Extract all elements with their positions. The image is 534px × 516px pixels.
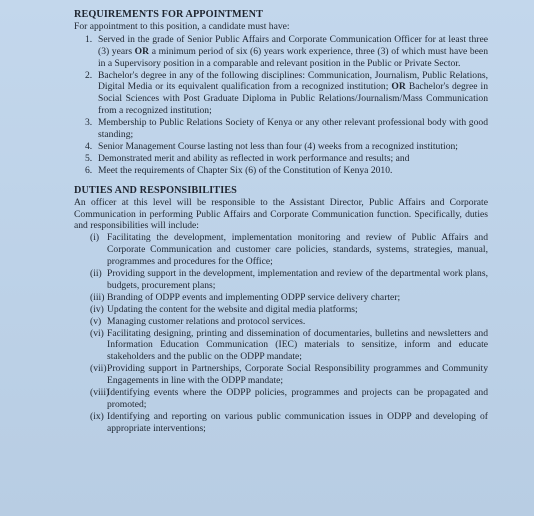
duty-number: (i)	[90, 232, 100, 244]
duty-item	[74, 411, 488, 435]
duty-item	[74, 232, 488, 268]
duty-text: Identifying and reporting on various public communication issues in ODPP and developing of appropriate interventions;	[107, 410, 488, 434]
requirements-heading: REQUIREMENTS FOR APPOINTMENT	[74, 9, 264, 20]
document-content	[74, 9, 488, 435]
requirement-number: 5.	[85, 152, 93, 164]
requirement-text: Demonstrated merit and ability as reflected in work performance and results; and	[98, 152, 410, 164]
duty-number: (viii)	[90, 387, 110, 399]
duty-item	[74, 268, 488, 292]
duty-item	[74, 304, 488, 316]
duty-item	[74, 292, 488, 304]
requirement-text: Senior Management Course lasting not less than four (4) weeks from a recognized institution;	[98, 140, 458, 152]
duty-text: Facilitating the development, implementation monitoring and review of Public Affairs and Corporate Communication and customer care policies, standards, systems, strategies, manual, programmes and procedures for the Office;	[107, 232, 488, 268]
requirement-item	[74, 153, 488, 165]
duty-text: Facilitating designing, printing and dissemination of documentaries, bulletins and newsletters and Information Education Communication (IEC) materials to sensitize, inform and educate stakeholders and the public on the ODPP mandate;	[107, 327, 488, 363]
requirements-list	[74, 34, 488, 177]
requirement-item	[74, 34, 488, 70]
requirement-number: 1.	[85, 33, 93, 45]
requirement-item	[74, 165, 488, 177]
requirement-item	[74, 117, 488, 141]
duty-item	[74, 316, 488, 328]
duty-item	[74, 328, 488, 364]
duties-intro: An officer at this level will be responsible to the Assistant Director, Public Affairs and Corporate Communication in performing Public Affairs and Corporate Communication function. Specifically, duties and responsibilities will include:	[74, 196, 488, 232]
requirement-item	[74, 141, 488, 153]
duty-number: (iv)	[90, 303, 104, 315]
duty-text: Providing support in the development, implementation and review of the departmental work plans, budgets, procurement plans;	[107, 268, 488, 291]
requirement-item	[74, 70, 488, 118]
requirement-number: 3.	[85, 117, 93, 129]
requirement-text: Meet the requirements of Chapter Six (6) of the Constitution of Kenya 2010.	[98, 164, 393, 176]
duty-text: Branding of ODPP events and implementing ODPP service delivery charter;	[107, 291, 401, 303]
requirements-intro: For appointment to this position, a candidate must have:	[74, 20, 290, 32]
duty-text: Providing support in Partnerships, Corporate Social Responsibility programmes and Community Engagements in line with the ODPP mandate;	[107, 363, 488, 387]
requirement-text: Membership to Public Relations Society of Kenya or any other relevant professional body with good standing;	[98, 117, 488, 141]
duty-text: Managing customer relations and protocol services.	[107, 315, 306, 327]
requirement-number: 4.	[85, 140, 93, 152]
duty-number: (iii)	[90, 291, 105, 303]
duty-number: (vi)	[90, 327, 104, 339]
duty-text: Identifying events where the ODPP policies, programmes and projects can be propagated and promoted;	[107, 387, 488, 410]
duty-item	[74, 363, 488, 387]
requirement-text: Served in the grade of Senior Public Affairs and Corporate Communication Officer for at least three (3) years OR a minimum period of six (6) years work experience, three (3) of which must have been in a Supervisory position in a comparable and relevant position in the Public or Private Sector.	[98, 33, 488, 69]
duty-item	[74, 387, 488, 411]
duty-number: (v)	[90, 315, 102, 327]
requirement-text: Bachelor's degree in any of the following disciplines: Communication, Journalism, Public Relations, Digital Media or its equivalent qualification from a recognized institution; OR Bachelor's degree in Social Sciences with Post Graduate Diploma in Public Relations/Journalism/Mass Communication from a recognized institution;	[98, 69, 488, 117]
duty-text: Updating the content for the website and digital media platforms;	[107, 303, 358, 315]
requirement-number: 2.	[85, 69, 93, 81]
duties-list	[74, 232, 488, 434]
duty-number: (ix)	[90, 410, 104, 422]
duty-number: (ii)	[90, 268, 102, 280]
duty-number: (vii)	[90, 363, 107, 375]
duties-heading: DUTIES AND RESPONSIBILITIES	[74, 184, 237, 196]
requirement-number: 6.	[85, 164, 93, 176]
